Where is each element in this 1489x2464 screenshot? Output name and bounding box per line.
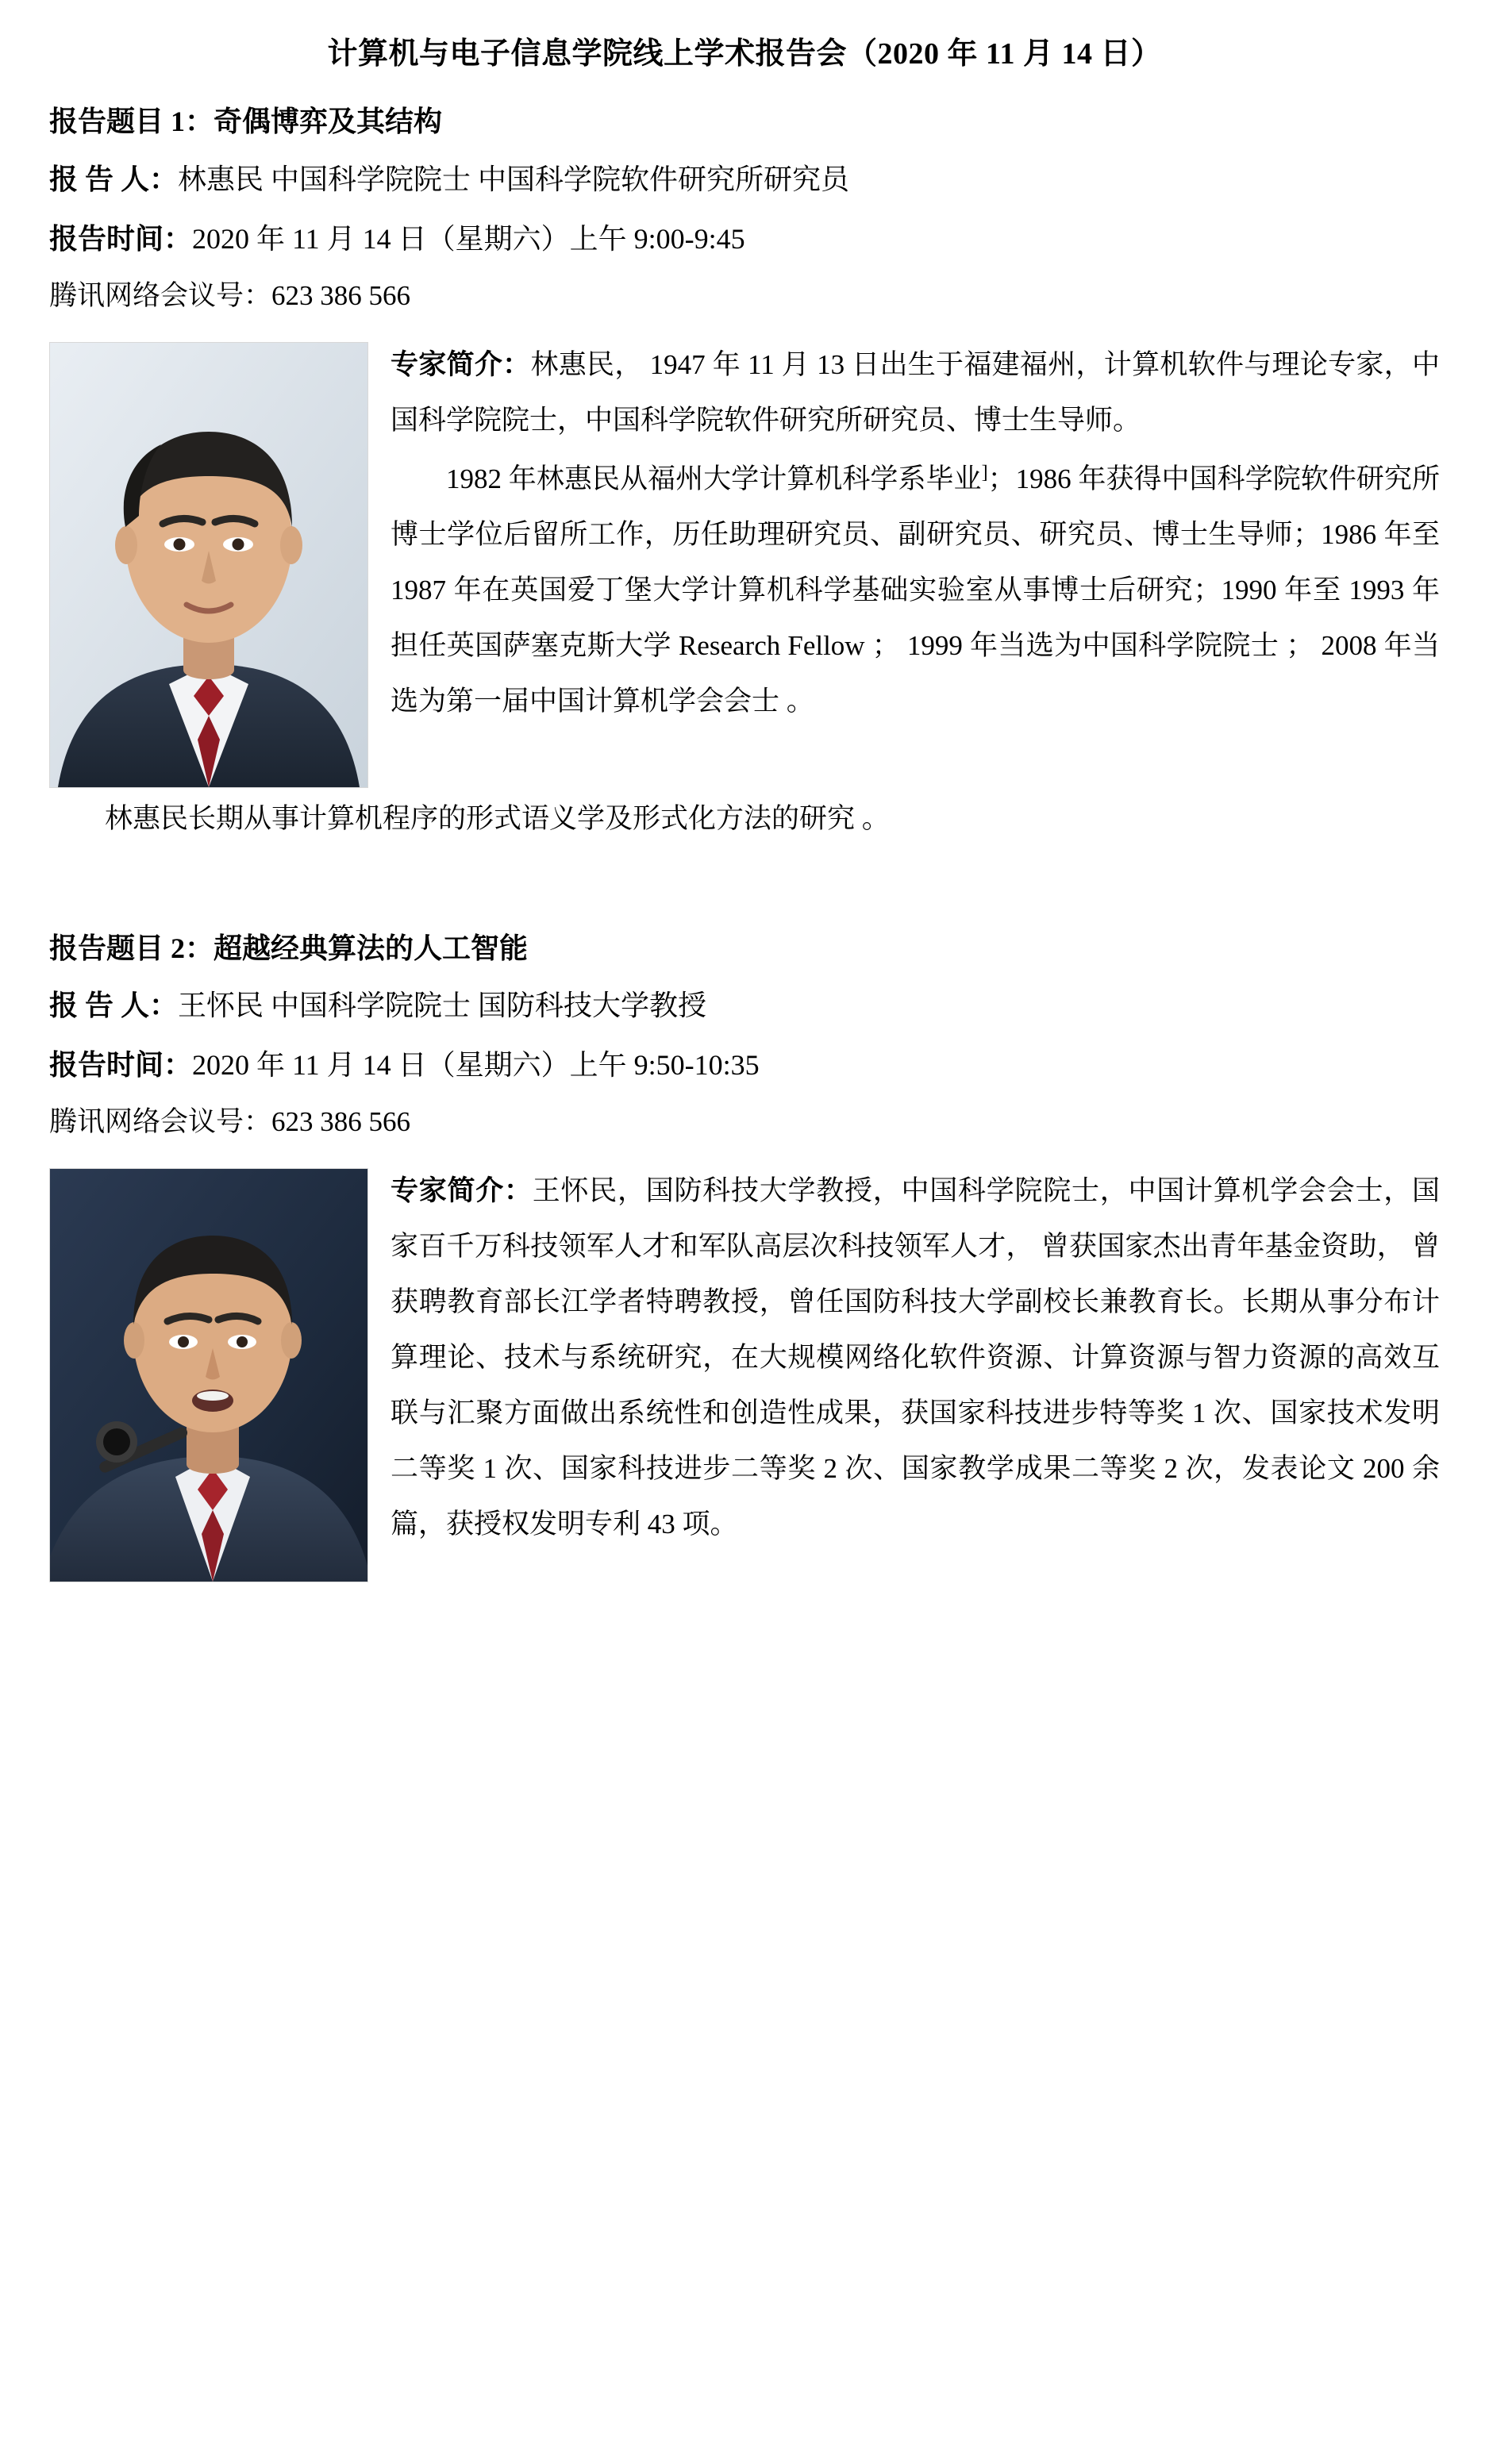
talk-2-bio-lead: 专家简介：: [391, 1175, 533, 1207]
talk-1-speaker: [49, 155, 1440, 205]
talk-2-time-value: 2020 年 11 月 14 日（星期六）上午 9:50-10:35: [192, 1049, 760, 1082]
section-spacer: [49, 850, 1440, 905]
talk-1-topic: [49, 99, 1440, 145]
talk-2-speaker: [49, 981, 1440, 1031]
talk-1-bio-para-3: [49, 791, 1440, 847]
talk-2-bio-block: [49, 1163, 1440, 1586]
page-title: 计算机与电子信息学院线上学术报告会（2020 年 11 月 14 日）: [327, 37, 1162, 71]
talk-2-topic-value: 超越经典算法的人工智能: [214, 932, 529, 964]
talk-2-topic-label: 报告题目 2：: [49, 932, 214, 964]
talk-1-topic-value: 奇偶博弈及其结构: [214, 106, 443, 137]
talk-2-speaker-value: 王怀民 中国科学院院士 国防科技大学教授: [178, 990, 707, 1022]
talk-1-time: [49, 214, 1440, 264]
talk-1-speaker-label: 报 告 人：: [49, 163, 179, 195]
talk-1-time-label: 报告时间：: [49, 222, 193, 255]
talk-1-bio-text-2a: 1982 年林惠民从福州大学计算机科学系毕业: [446, 463, 982, 494]
talk-1-topic-label: 报告题目 1：: [49, 106, 214, 137]
portrait-wang-huaimin: [49, 1168, 368, 1582]
talk-1-speaker-value: 林惠民 中国科学院院士 中国科学院软件研究所研究员: [178, 163, 850, 195]
footnote-marker: ]: [981, 461, 988, 482]
talk-1-meeting: [49, 274, 1440, 318]
talk-1-bio-text-3: 林惠民长期从事计算机程序的形式语义学及形式化方法的研究 。: [105, 802, 890, 834]
talk-2-time-label: 报告时间：: [49, 1049, 193, 1082]
talk-2-bio-text-1: 王怀民，国防科技大学教授，中国科学院院士，中国计算机学会会士，国家百千万科技领军人才和军队高层次科技领军人才， 曾获国家杰出青年基金资助， 曾获聘教育部长江学者特聘教授，曾任国防科技大学副校长兼教育长。长期从事分布计算理论、技术与系统研究，在大规模网络化软件资源、计算资源与智力资源的高效互联与汇聚方面做出系统性和创造性成果，获国家科技进步特等奖 1 次、国家技术发明二等奖 1 次、国家科技进步二等奖 2 次、国家教学成果二等奖 2 次，发表论文 200 余篇，获授权发明专利 43 项。: [391, 1175, 1440, 1540]
talk-1-meeting-label: 腾讯网络会议号：: [49, 279, 272, 311]
talk-1-meeting-value: 623 386 566: [271, 279, 411, 311]
talk-2-meeting-value: 623 386 566: [271, 1106, 411, 1138]
talk-2-time: [49, 1040, 1440, 1090]
talk-2-topic: [49, 926, 1440, 972]
talk-2-speaker-label: 报 告 人：: [49, 990, 179, 1022]
talk-2-meeting: [49, 1100, 1440, 1144]
talk-1-time-value: 2020 年 11 月 14 日（星期六）上午 9:00-9:45: [192, 222, 745, 255]
talk-1-bio-block: [49, 337, 1440, 850]
portrait-lin-huimin: [49, 342, 368, 788]
talk-2-meeting-label: 腾讯网络会议号：: [49, 1106, 272, 1138]
talk-1-bio-text-2b: ；1986 年获得中国科学院软件研究所博士学位后留所工作，历任助理研究员、副研究员、研究员、博士生导师；1986 年至 1987 年在英国爱丁堡大学计算机科学基础实验室从事博士后研究；1990 年至 1993 年担任英国萨塞克斯大学 Research Fellow ； 1999 年当选为中国科学院院士 ； 2008 年当选为第一届中国计算机学会会士 。: [391, 463, 1440, 717]
talk-1-bio-text-1: 林惠民， 1947 年 11 月 13 日出生于福建福州，计算机软件与理论专家，中国科学院院士，中国科学院软件研究所研究员、博士生导师。: [391, 348, 1440, 436]
talk-1-bio-lead: 专家简介：: [391, 348, 531, 380]
